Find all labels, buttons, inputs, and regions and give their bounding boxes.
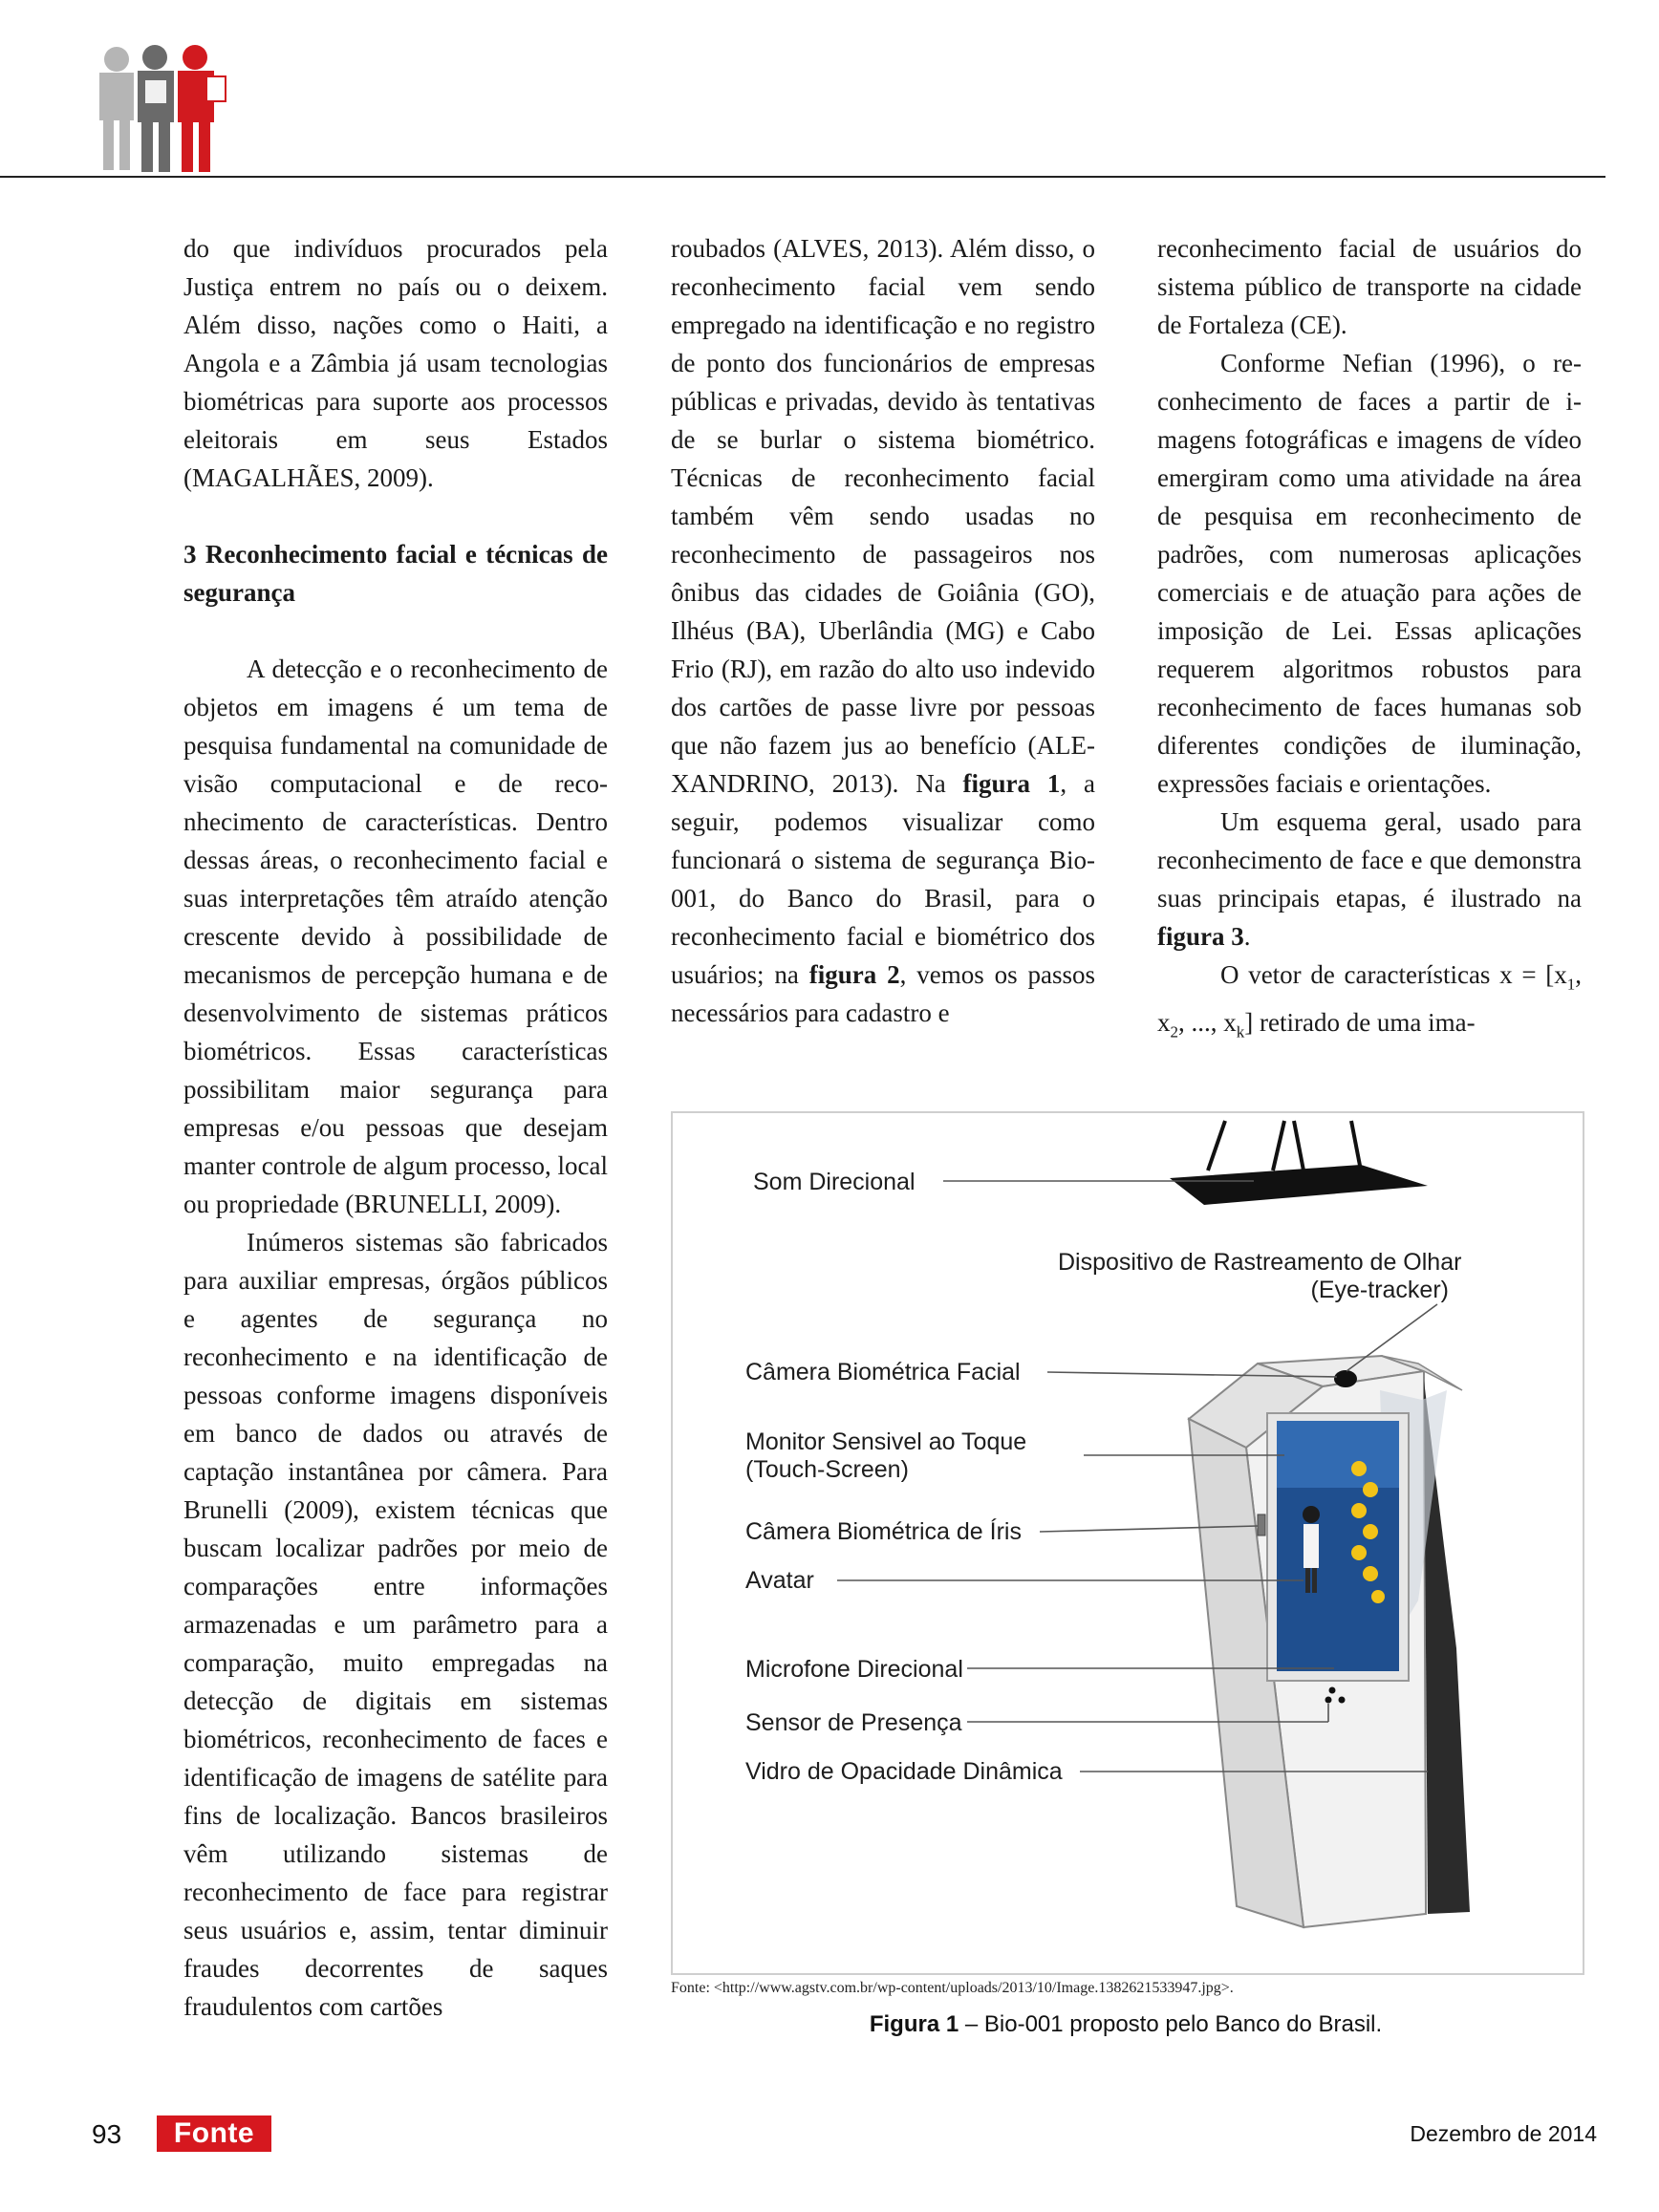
text-column-2	[671, 229, 1095, 1032]
figure-caption-number: Figura 1	[869, 2011, 959, 2037]
text-column-3	[1157, 229, 1582, 1052]
figure-label: Sensor de Presença	[745, 1709, 962, 1736]
figure-label: Dispositivo de Rastreamento de Olhar	[1058, 1249, 1462, 1276]
section-heading: 3 Reconhecimento facial e técnicas de segurança	[183, 540, 608, 607]
page-number: 93	[92, 2119, 122, 2149]
people-group-logo-icon	[92, 42, 235, 176]
paragraph	[1157, 956, 1582, 1052]
subscript: 2	[1170, 1022, 1178, 1042]
figure-reference: figura 3	[1157, 922, 1244, 951]
text-run: ] retirado de uma ima-	[1244, 1008, 1476, 1038]
figure-label: (Eye-tracker)	[1310, 1277, 1449, 1303]
paragraph	[671, 229, 1095, 1032]
figure-label: Câmera Biométrica de Íris	[745, 1518, 1022, 1545]
figure-label: (Touch-Screen)	[745, 1456, 909, 1483]
text-run: Um esquema geral, usado para reconhecimento de face e que demonstra suas principais etapas, é ilustrado na	[1157, 807, 1582, 913]
figure-label: Monitor Sensivel ao Toque	[745, 1428, 1027, 1455]
figure-reference: figura 1	[962, 769, 1061, 798]
text-run: , vemos os passos necessários para cadastro e	[671, 960, 1095, 1027]
text-run: .	[1243, 922, 1251, 951]
issue-date: Dezembro de 2014	[1410, 2121, 1597, 2146]
figure-source: Fonte: <http://www.agstv.com.br/wp-content/uploads/2013/10/Image.1382621533947.jpg>.	[671, 1980, 1234, 1996]
text-run: , ..., x	[1178, 1008, 1237, 1038]
header-rule	[0, 176, 1605, 178]
figure-label: Câmera Biométrica Facial	[745, 1359, 1021, 1385]
subscript: k	[1236, 1022, 1245, 1042]
brand-logo: Fonte	[157, 2115, 271, 2152]
figure-caption-text: – Bio-001 proposto pelo Banco do Brasil.	[959, 2011, 1383, 2037]
directional-speaker-icon	[1170, 1121, 1428, 1205]
figure-label: Som Direcional	[753, 1169, 916, 1195]
paragraph: Conforme Nefian (1996), o reconhecimento de faces a partir de imagens fotográficas e imagens de vídeo emergiram como uma atividade na área de pesquisa em reconhecimento de padrões, com numerosas aplicações comerciais e de atuação para ações de imposição de Lei. Essas aplicações requerem algoritmos robustos para reconhecimento de faces humanas sob diferentes condições de iluminação, expressões faciais e orientações.	[1157, 349, 1582, 798]
paragraph: A detecção e o reconhecimento de objetos em imagens é um tema de pesquisa fundamental na comunidade de visão computacional e de reconhecimento de características. Dentro dessas áreas, o reconhecimento facial e suas interpretações têm atraído atenção crescente devido à possibilidade de mecanismos de percepção humana e de desenvolvimento de sistemas práticos biométricos. Essas características possibilitam maior segurança para empresas e/ou pessoas que desejam manter controle de algum processo, local ou propriedade (BRUNELLI, 2009).	[183, 655, 608, 1218]
text-run: , x	[1157, 960, 1582, 1038]
figure-caption	[671, 2011, 1581, 2038]
figure-label: Vidro de Opacidade Dinâmica	[745, 1758, 1063, 1785]
figure-reference: figura 2	[808, 960, 900, 989]
paragraph	[1157, 803, 1582, 956]
figure-1-image	[671, 1111, 1584, 1975]
subscript: 1	[1566, 975, 1576, 994]
text-run: roubados (ALVES, 2013). Além disso, o reconhecimento facial vem sendo empregado na identificação e no registro de ponto dos funcionários de empresas públicas e privadas, devido às tentativas de se burlar o sistema biométrico. Técnicas de reconhecimento facial também vêm sendo usadas no reconhecimento de passageiros nos ônibus das cidades de Goiânia (GO), Ilhéus (BA), Uberlândia (MG) e Cabo Frio (RJ), em razão do alto uso indevido dos cartões de passe livre por pessoas que não fazem jus ao benefício (ALEXANDRINO, 2013). Na	[671, 234, 1095, 798]
paragraph: reconhecimento facial de usuários do sistema público de transporte na cidade de Fortaleza (CE).	[1157, 234, 1582, 339]
paragraph: do que indivíduos procurados pela Justiça entrem no país ou o deixem. Além disso, nações como o Haiti, a Angola e a Zâmbia já usam tecnologias biométricas para suporte aos processos eleitorais em seus Estados (MAGALHÃES, 2009).	[183, 234, 608, 492]
figure-label: Microfone Direcional	[745, 1656, 963, 1683]
paragraph: Inúmeros sistemas são fabricados para auxiliar empresas, órgãos públicos e agentes de segurança no reconhecimento e na identificação de pessoas conforme imagens disponíveis em banco de dados ou através de captação instantânea por câmera. Para Brunelli (2009), existem técnicas que buscam localizar padrões por meio de comparações entre informações armazenadas e um parâmetro para a comparação, muito empregadas na detecção de digitais em sistemas biométricos, reconhecimento de faces e identificação de imagens de satélite para fins de localização. Bancos brasileiros vêm utilizando sistemas de reconhecimento de face para registrar seus usuários e, assim, tentar diminuir fraudes decorrentes de saques fraudulentos com cartões	[183, 1228, 608, 2021]
kiosk-illustration	[1189, 1356, 1470, 1927]
text-column-1	[183, 229, 608, 2026]
text-run: , a seguir, podemos visualizar como funcionará o sistema de segurança Bio-001, do Banco do Brasil, para o reconhecimento facial e biométrico dos usuários; na	[671, 769, 1095, 989]
figure-label: Avatar	[745, 1567, 814, 1594]
text-run: O vetor de características x = [x	[1220, 960, 1567, 989]
